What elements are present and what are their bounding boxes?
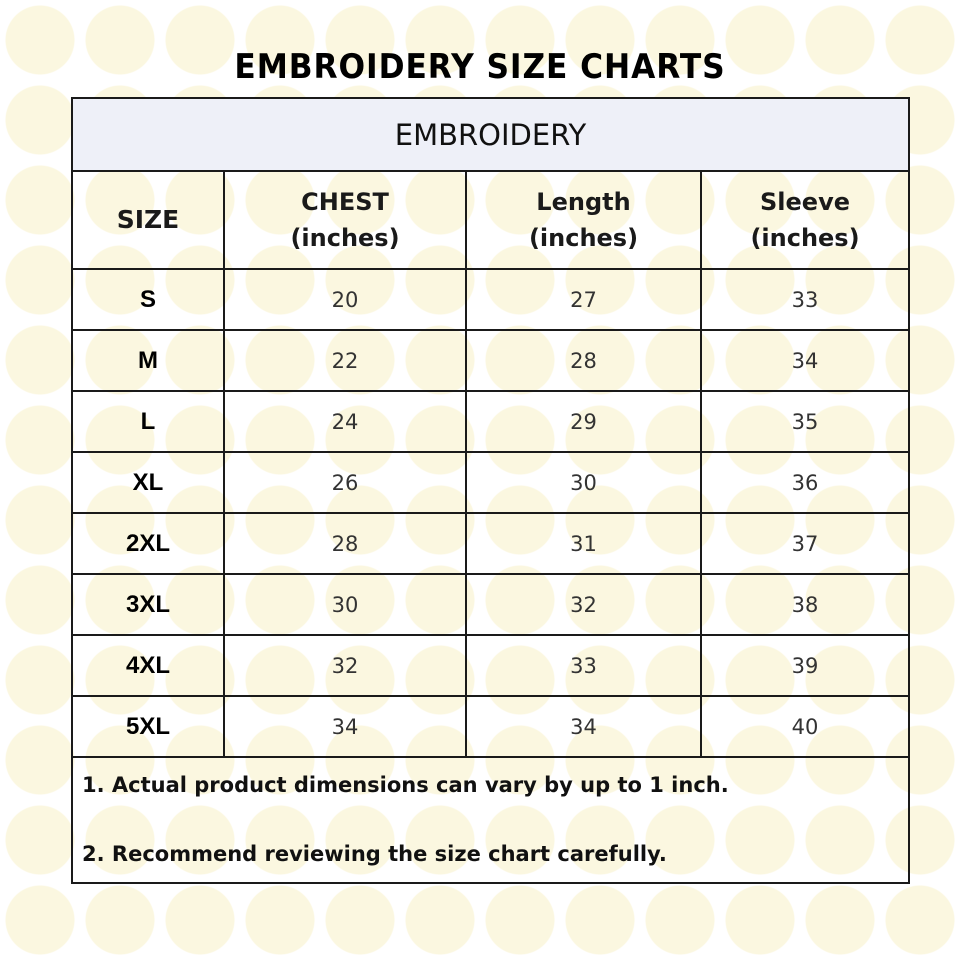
sleeve-cell: 37 xyxy=(701,513,909,574)
table-header-row xyxy=(72,171,909,269)
column-header-size-label: SIZE xyxy=(116,205,180,234)
notes-cell xyxy=(72,757,909,883)
length-cell: 32 xyxy=(466,574,701,635)
chest-cell: 20 xyxy=(224,269,466,330)
table-row xyxy=(72,330,909,391)
sleeve-cell: 38 xyxy=(701,574,909,635)
chest-cell: 30 xyxy=(224,574,466,635)
sleeve-cell: 39 xyxy=(701,635,909,696)
table-title: EMBROIDERY xyxy=(72,98,909,171)
size-cell: 4XL xyxy=(72,635,224,696)
note-dimensions-vary: 1. Actual product dimensions can vary by up to 1 inch. xyxy=(82,773,729,797)
note-review-chart: 2. Recommend reviewing the size chart carefully. xyxy=(82,842,667,866)
table-row xyxy=(72,391,909,452)
chest-cell: 32 xyxy=(224,635,466,696)
sleeve-cell: 35 xyxy=(701,391,909,452)
table-row xyxy=(72,635,909,696)
table-title-row xyxy=(72,98,909,171)
column-header-length xyxy=(466,171,701,269)
sleeve-cell: 40 xyxy=(701,696,909,757)
length-cell: 33 xyxy=(466,635,701,696)
table-row xyxy=(72,574,909,635)
chest-cell: 24 xyxy=(224,391,466,452)
length-cell: 28 xyxy=(466,330,701,391)
column-header-sleeve-unit: (inches) xyxy=(750,224,860,252)
chest-cell: 26 xyxy=(224,452,466,513)
size-cell: XL xyxy=(72,452,224,513)
column-header-chest-unit: (inches) xyxy=(290,224,400,252)
column-header-length-unit: (inches) xyxy=(528,224,639,252)
sleeve-cell: 36 xyxy=(701,452,909,513)
chest-cell: 34 xyxy=(224,696,466,757)
column-header-chest xyxy=(224,171,466,269)
notes-row xyxy=(72,757,909,883)
table-row xyxy=(72,696,909,757)
column-header-sleeve xyxy=(701,171,909,269)
table-row xyxy=(72,452,909,513)
length-cell: 30 xyxy=(466,452,701,513)
page-title: EMBROIDERY SIZE CHARTS xyxy=(234,47,726,87)
column-header-length-label: Length xyxy=(536,188,631,216)
table-row xyxy=(72,269,909,330)
size-cell: M xyxy=(72,330,224,391)
size-cell: 3XL xyxy=(72,574,224,635)
column-header-size xyxy=(72,171,224,269)
size-cell: 2XL xyxy=(72,513,224,574)
length-cell: 31 xyxy=(466,513,701,574)
length-cell: 29 xyxy=(466,391,701,452)
chest-cell: 28 xyxy=(224,513,466,574)
length-cell: 34 xyxy=(466,696,701,757)
chest-cell: 22 xyxy=(224,330,466,391)
size-cell: L xyxy=(72,391,224,452)
size-cell: 5XL xyxy=(72,696,224,757)
size-chart-table xyxy=(71,97,910,884)
column-header-chest-label: CHEST xyxy=(301,188,389,216)
column-header-sleeve-label: Sleeve xyxy=(760,188,850,216)
sleeve-cell: 33 xyxy=(701,269,909,330)
length-cell: 27 xyxy=(466,269,701,330)
size-cell: S xyxy=(72,269,224,330)
table-row xyxy=(72,513,909,574)
sleeve-cell: 34 xyxy=(701,330,909,391)
